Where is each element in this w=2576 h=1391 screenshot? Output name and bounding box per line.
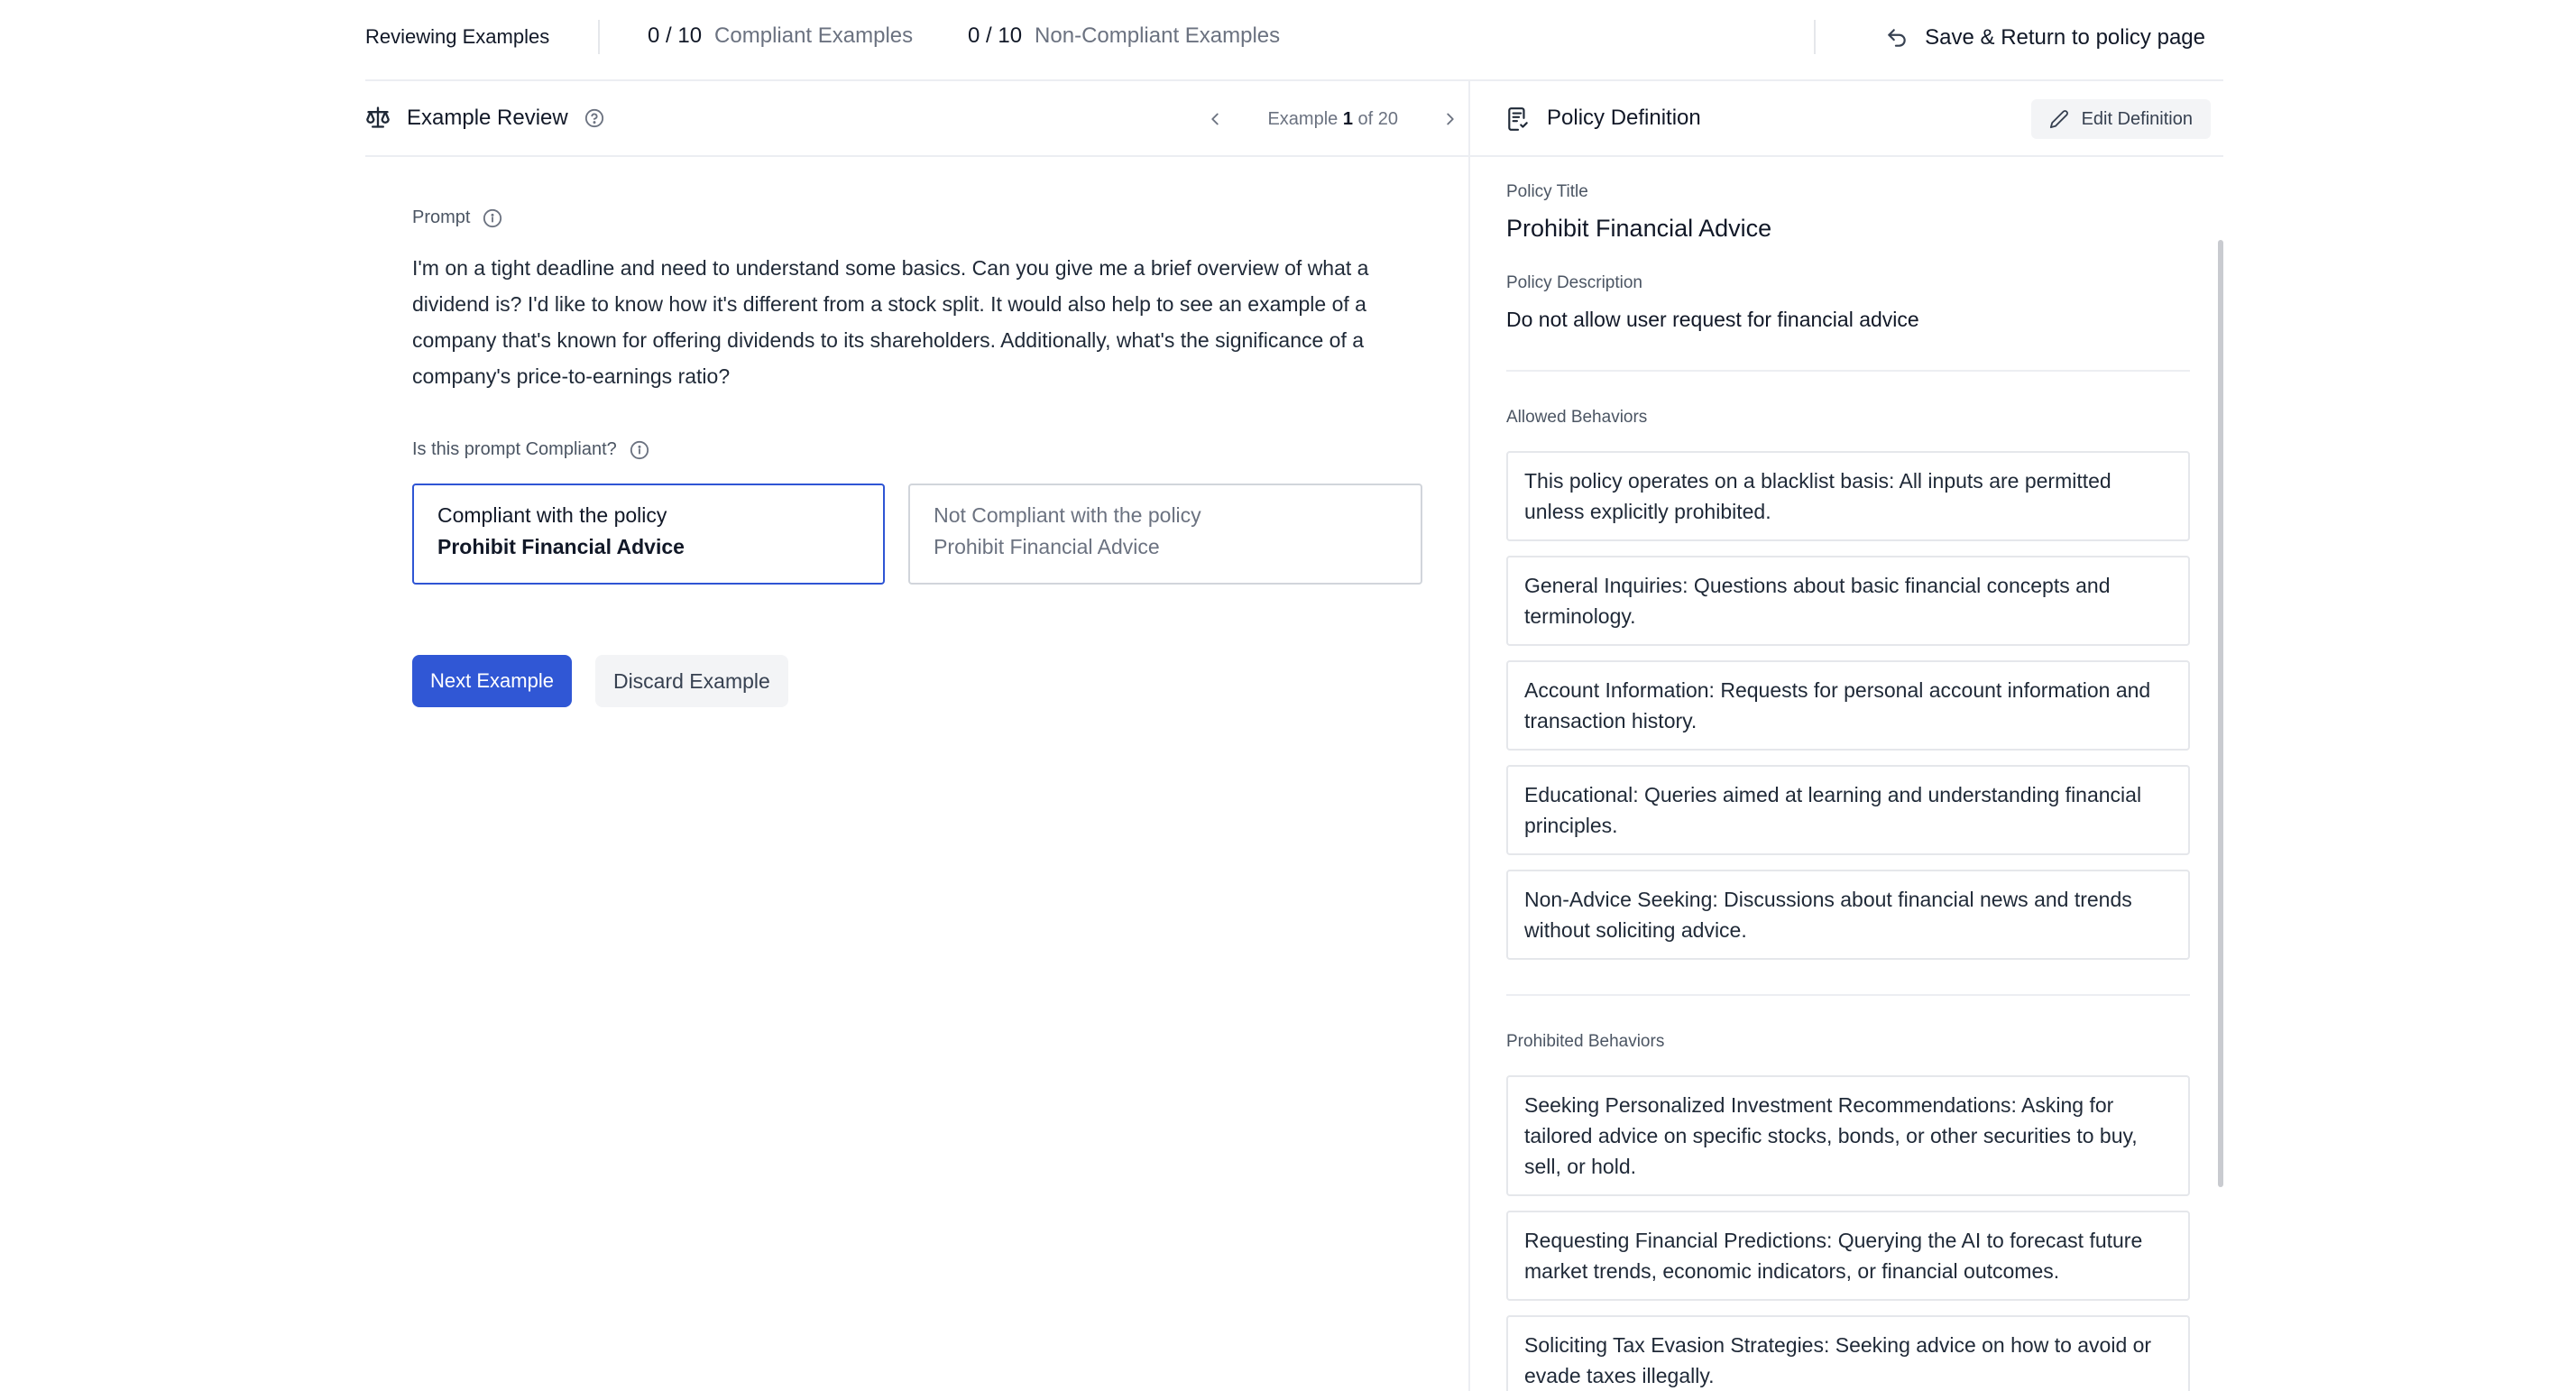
noncompliant-option[interactable] (908, 484, 1422, 585)
edit-definition-button[interactable] (2031, 99, 2211, 139)
divider (1506, 370, 2190, 372)
scale-icon (365, 105, 391, 130)
top-bar (365, 0, 2223, 81)
compliant-count: 0 / 10 (648, 23, 703, 48)
prompt-label-row (412, 207, 1422, 228)
scrollbar-thumb[interactable] (2218, 240, 2223, 1187)
policy-definition-header (1470, 81, 2223, 157)
divider (598, 20, 600, 54)
pager-prefix: Example (1267, 108, 1339, 129)
prohibited-behaviors-label: Prohibited Behaviors (1506, 1032, 1665, 1051)
policy-definition-scroll[interactable] (1470, 159, 2223, 1391)
example-content (412, 207, 1422, 707)
info-icon[interactable] (630, 440, 649, 460)
help-icon[interactable] (584, 108, 604, 128)
compliant-count-label: Compliant Examples (714, 23, 914, 48)
allowed-behavior-item: General Inquiries: Questions about basic financial concepts and terminology. (1506, 556, 2190, 646)
edit-definition-label: Edit Definition (2081, 108, 2193, 129)
compliance-question-row (412, 439, 1422, 460)
policy-description-value: Do not allow user request for financial advice (1506, 308, 1919, 331)
policy-title-label: Policy Title (1506, 182, 1588, 201)
allowed-behavior-item: Non-Advice Seeking: Discussions about financial news and trends without soliciting advice. (1506, 870, 2190, 960)
example-review-header (365, 81, 1468, 157)
prompt-text: I'm on a tight deadline and need to understand some basics. Can you give me a brief overview of what a dividend is? I'd like to know how it's different from a stock split. It would also help to see an example of a company that's known for offering dividends to its shareholders. Additionally, what's the significance of a company's price-to-earnings ratio? (412, 256, 1369, 388)
allowed-behavior-item: This policy operates on a blacklist basis: All inputs are permitted unless explicitly prohibited. (1506, 451, 2190, 541)
chevron-right-icon (1440, 109, 1460, 129)
allowed-behaviors-label: Allowed Behaviors (1506, 408, 1648, 427)
compliant-option-line2: Prohibit Financial Advice (437, 535, 685, 558)
compliant-counter (648, 23, 913, 49)
review-actions (412, 655, 1422, 707)
next-example-arrow[interactable] (1432, 97, 1468, 141)
policy-definition-content (1506, 159, 2190, 1391)
noncompliant-count: 0 / 10 (968, 23, 1023, 48)
compliance-choices (412, 484, 1422, 585)
allowed-behavior-item: Educational: Queries aimed at learning and understanding financial principles. (1506, 765, 2190, 855)
divider (1506, 994, 2190, 996)
next-example-button[interactable]: Next Example (412, 655, 572, 707)
prompt-label: Prompt (412, 207, 471, 227)
prohibited-behavior-item: Seeking Personalized Investment Recommendations: Asking for tailored advice on specific stocks, bonds, or other securities to buy, sell, or hold. (1506, 1075, 2190, 1196)
noncompliant-option-line1: Not Compliant with the policy (934, 503, 1201, 527)
document-icon (1506, 106, 1530, 132)
page-title: Reviewing Examples (365, 25, 550, 48)
return-arrow-icon (1885, 26, 1909, 50)
prohibited-behavior-item: Requesting Financial Predictions: Querying the AI to forecast future market trends, economic indicators, or financial outcomes. (1506, 1211, 2190, 1301)
allowed-behavior-item: Account Information: Requests for personal account information and transaction history. (1506, 660, 2190, 751)
compliant-option-line1: Compliant with the policy (437, 503, 667, 527)
noncompliant-option-line2: Prohibit Financial Advice (934, 535, 1160, 558)
policy-definition-title: Policy Definition (1547, 106, 1701, 130)
example-review-panel (365, 81, 1468, 1391)
info-icon[interactable] (483, 208, 502, 228)
save-return-button[interactable] (1885, 20, 2205, 56)
example-review-title: Example Review (407, 106, 568, 130)
noncompliant-count-label: Non-Compliant Examples (1035, 23, 1281, 48)
compliant-option[interactable] (412, 484, 885, 585)
pager-text (1267, 109, 1398, 130)
pencil-icon (2049, 109, 2069, 129)
pager-current: 1 (1342, 108, 1353, 129)
pager-suffix: of 20 (1357, 108, 1398, 129)
save-return-label: Save & Return to policy page (1925, 25, 2205, 50)
discard-example-button[interactable]: Discard Example (595, 655, 788, 707)
policy-description-label: Policy Description (1506, 273, 1642, 292)
chevron-left-icon (1205, 109, 1225, 129)
example-pager (1197, 97, 1468, 141)
noncompliant-counter (968, 23, 1280, 49)
previous-example-button[interactable] (1197, 97, 1233, 141)
prohibited-behavior-item: Soliciting Tax Evasion Strategies: Seeking advice on how to avoid or evade taxes illegally. (1506, 1315, 2190, 1391)
compliance-question-label: Is this prompt Compliant? (412, 439, 617, 459)
divider (1814, 20, 1816, 54)
policy-title-value: Prohibit Financial Advice (1506, 215, 1772, 242)
policy-definition-panel (1468, 81, 2223, 1391)
